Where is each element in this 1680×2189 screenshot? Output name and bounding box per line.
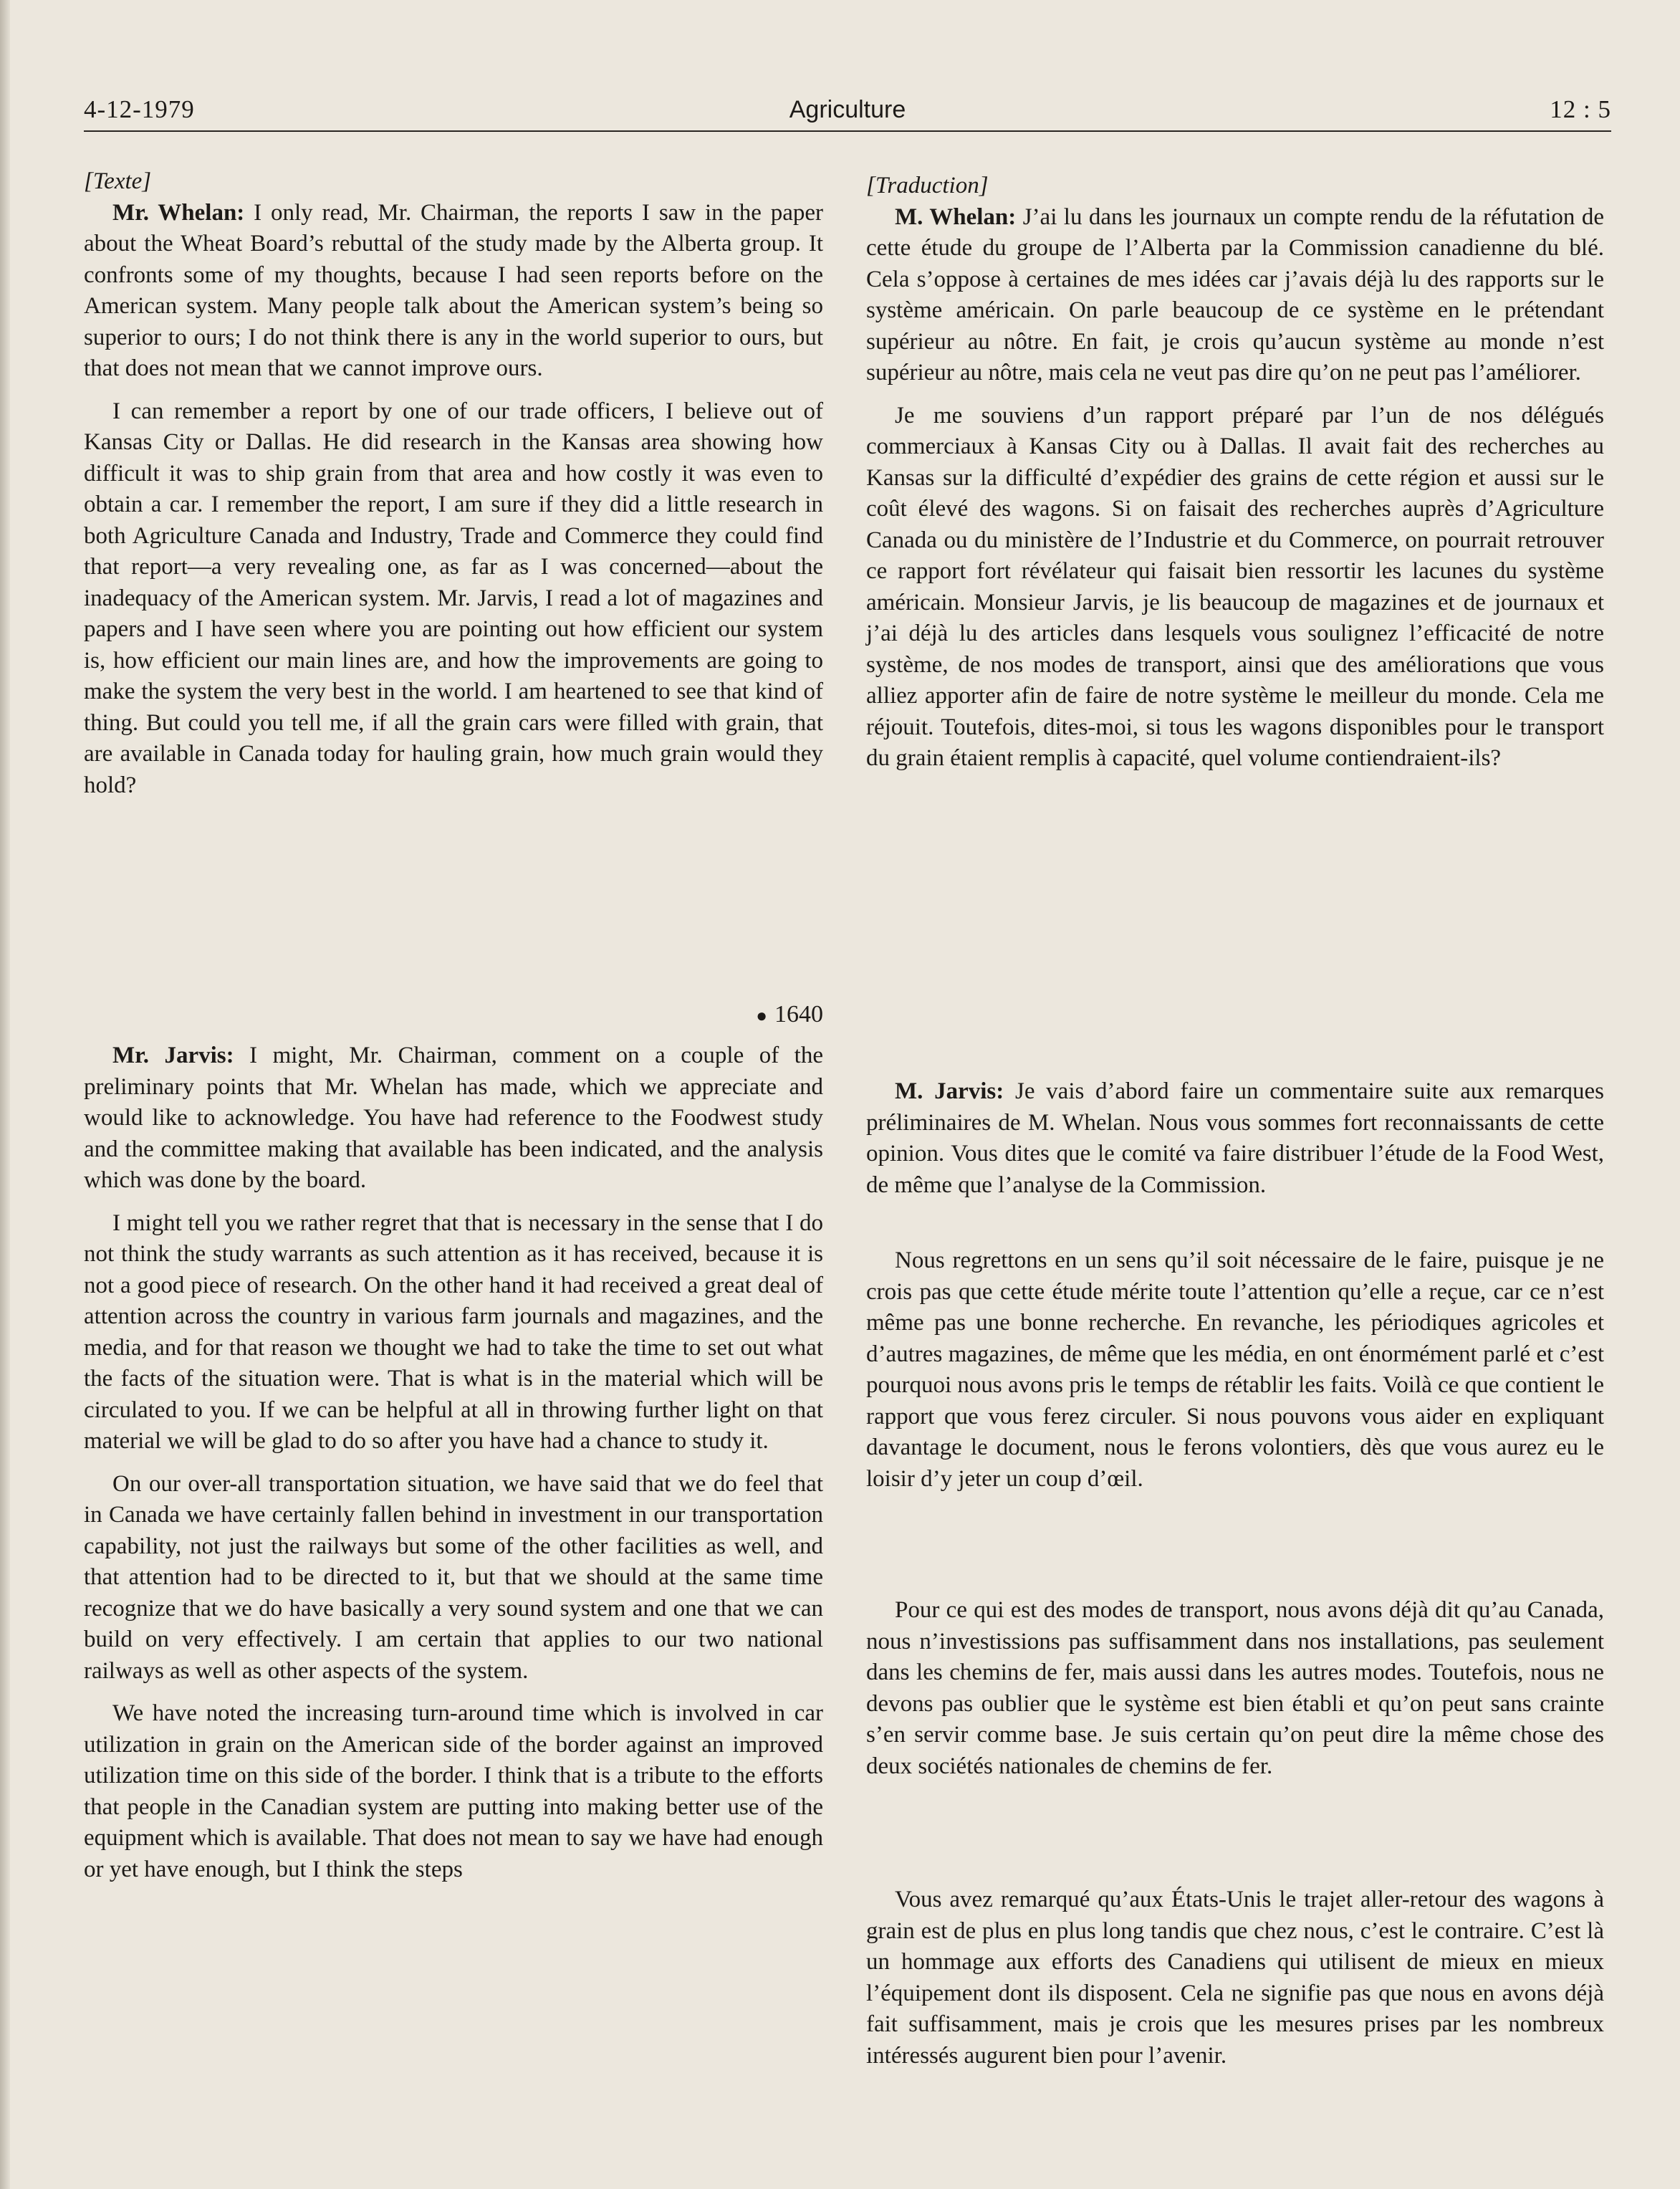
english-paragraph-1 [84,198,823,385]
french-paragraph-5: Pour ce qui est des modes de transport, nous avons déjà dit qu’au Canada, nous n’investissions pas suffisamment dans nos installations, pas seulement dans les chemins de fer, mais aussi dans les autres modes. Toutefois, nous ne devons pas oublier que le système est bien établi et qu’on peut sans crainte s’en servir comme base. Je suis certain qu’on peut dire la même chose des deux sociétés nationales de chemins de fer. [866,1597,1604,1779]
speaker-jarvis-fr: M. Jarvis: [895,1078,1004,1104]
french-paragraph-1-text: J’ai lu dans les journaux un compte rendu de la réfutation de cette étude du groupe de l’Alberta par la Commission canadienne du blé. Cela s’oppose à certaines de mes idées car j’avais déjà lu des rapports sur le système américain. On parle beaucoup de ce système en le prétendant supérieur au nôtre. En fait, je crois qu’aucun système au monde n’est supérieur au nôtre, mais cela ne veut pas dire qu’on ne peut pas l’améliorer. [866,203,1605,385]
header-date: 4-12-1979 [84,95,195,123]
french-paragraph-2: Je me souviens d’un rapport préparé par l’un de nos délégués commerciaux à Kansas City ou à Dallas. Il avait fait des recherches au Kansas sur la difficulté d’expédier des grains de cette région et aussi sur le coût élevé des wagons. Si on faisait des recherches auprès d’Agriculture Canada ou du ministère de l’Industrie et du Commerce, on pourrait retrouver ce rapport fort révélateur qui faisait bien ressortir les lacunes du système américain. Monsieur Jarvis, je lis beaucoup de magazines et de journaux et j’ai déjà lu des articles dans lesquels vous soulignez l’efficacité de notre système, de nos modes de transport, ainsi que des améliorations que vous alliez apporter afin de faire de notre système le meilleur du monde. Cela me réjouit. Toutefois, dites-moi, si tous les wagons disponibles pour le transport du grain étaient remplis à capacité, quel volume contiendraient-ils? [866,402,1604,771]
french-block-1 [866,171,1604,775]
english-paragraph-6: We have noted the increasing turn-around time which is involved in car utilization in grain on the American side of the border against an improved utilization time on this side of the border. I think that is a tribute to the efforts that people in the Canadian system are putting into making better use of the equipment which is available. That does not mean to say we have had enough or yet have enough, but I think the steps [84,1700,823,1882]
french-block-4 [866,1595,1604,1782]
french-paragraph-4: Nous regrettons en un sens qu’il soit nécessaire de le faire, puisque je ne crois pas que cette étude mérite toute l’attention qu’elle a reçue, car ce n’est même pas une bonne recherche. En revanche, les périodiques agricoles et d’autres magazines, de même que les média, en ont énormément parlé et c’est pourquoi nous avons pris le temps de rétablir les faits. Voilà ce que contient le rapport que vous ferez circuler. Si nous pouvons vous aider en expliquant davantage le document, nous le ferons volontiers, dès que vous aurez eu le loisir d’y jeter un coup d’œil. [866,1247,1604,1492]
english-paragraph-2: I can remember a report by one of our trade officers, I believe out of Kansas City or Dallas. He did research in the Kansas area showing how difficult it was to ship grain from that area and how costly it was even to obtain a car. I remember the report, I am sure if they did a little research in both Agriculture Canada and Industry, Trade and Commerce they could find that report—a very revealing one, as far as I was concerned—about the inadequacy of the American system. Mr. Jarvis, I read a lot of magazines and papers and I have seen where you are pointing out how efficient our system is, how efficient our main lines are, and how the improvements are going to make the system the very best in the world. I am heartened to see that kind of thing. But could you tell me, if all the grain cars were filled with grain, that are available in Canada today for hauling grain, how much grain would they hold? [84,398,823,798]
header-title: Agriculture [789,96,906,123]
time-marker-value: 1640 [774,1001,823,1028]
speaker-whelan-fr: M. Whelan: [895,203,1017,230]
bullet-icon: ● [756,1005,767,1027]
running-header [84,92,1611,128]
time-marker [84,999,823,1032]
section-tag-texte: [Texte] [84,168,152,194]
binding-edge [0,0,10,2189]
english-block-2 [84,1040,823,1885]
french-paragraph-1 [866,202,1604,389]
header-page-number: 12 : 5 [1550,95,1611,123]
section-tag-traduction: [Traduction] [866,173,989,198]
speaker-jarvis-en: Mr. Jarvis: [112,1043,234,1068]
english-paragraph-5: On our over-all transportation situation, we have said that we do feel that in Canada we have certainly fallen behind in investment in our transportation capability, not just the railways but some of the other facilities as well, and that attention had to be directed to it, but that we should at the same time recognize that we do have basically a very sound system and one that we can build on very effectively. I am certain that applies to our two national railways as well as other aspects of the system. [84,1470,823,1684]
french-block-2 [866,1076,1604,1201]
speaker-whelan-en: Mr. Whelan: [112,199,245,226]
header-rule [84,130,1611,132]
french-paragraph-3-text: Je vais d’abord faire un commentaire suite aux remarques préliminaires de M. Whelan. Nous vous sommes fort reconnaissants de cette opinion. Vous dites que le comité va faire distribuer l’étude de la Food West, de même que l’analyse de la Commission. [866,1078,1605,1198]
english-paragraph-3 [84,1040,823,1197]
french-block-5 [866,1884,1604,2071]
english-paragraph-4: I might tell you we rather regret that that is necessary in the sense that I do not think the study warrants as such attention as it has received, because it is not a good piece of research. On the other hand it had received a great deal of attention across the country in various farm journals and magazines, and the media, and for that reason we thought we had to take the time to set out what the facts of the situation were. That is what is in the material which will be circulated to you. If we can be helpful at all in throwing further light on that material we will be glad to do so after you have had a chance to study it. [84,1210,823,1454]
english-paragraph-1-text: I only read, Mr. Chairman, the reports I saw in the paper about the Wheat Board’s rebuttal of the study made by the Alberta group. It confronts some of my thoughts, because I had seen reports before on the American system. Many people talk about the American system’s being so superior to ours; I do not think there is any in the world superior to ours, but that does not mean that we cannot improve ours. [84,199,823,381]
english-paragraph-3-text: I might, Mr. Chairman, comment on a couple of the preliminary points that Mr. Whelan has made, which we appreciate and would like to acknowledge. You have had reference to the Foodwest study and the committee making that available has been indicated, and the analysis which was done by the board. [84,1043,823,1193]
french-paragraph-3 [866,1076,1604,1201]
french-paragraph-6: Vous avez remarqué qu’aux États-Unis le trajet aller-retour des wagons à grain est de plus en plus long tandis que chez nous, c’est le contraire. C’est là un hommage aux efforts des Canadiens qui utilisent de mieux en mieux l’équipement dont ils disposent. Cela ne signifie pas que nous en avons déjà fait suffisamment, mais je crois que les mesures prises par les nombreux intéressés augurent bien pour l’avenir. [866,1887,1604,2069]
english-block-1 [84,166,823,801]
french-block-3 [866,1245,1604,1495]
